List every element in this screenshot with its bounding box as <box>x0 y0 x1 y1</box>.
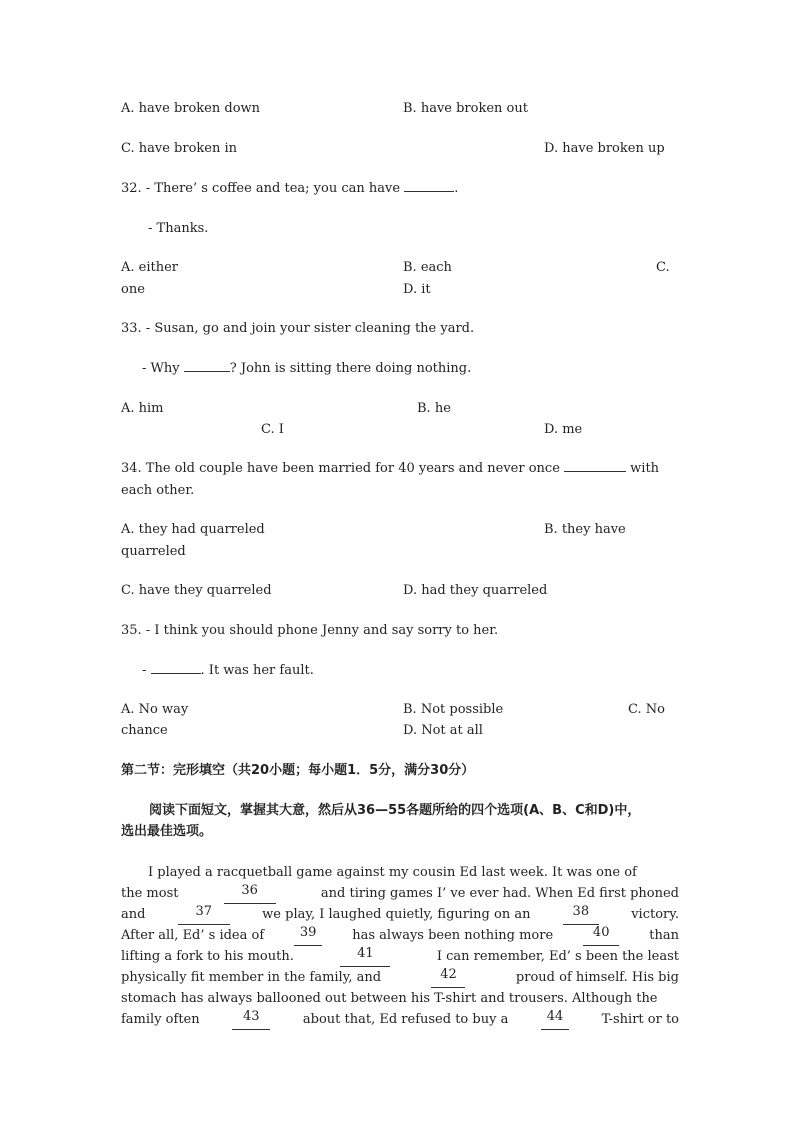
q32-option-d: D. it <box>403 282 431 297</box>
q32-reply: - Thanks. <box>148 221 209 236</box>
q33-option-d: D. me <box>544 422 583 437</box>
q32-option-a: A. either <box>121 260 179 275</box>
blank-38: 38 <box>563 904 599 925</box>
q35-option-b: B. Not possible <box>403 702 504 717</box>
blank-43: 43 <box>232 1009 270 1030</box>
passage-line: the most 36 and tiring games I’ ve ever had. When Ed first phoned <box>121 883 679 904</box>
q33-stem: 33. - Susan, go and join your sister cleaning the yard. <box>121 321 475 336</box>
q33-reply: - Why ? John is sitting there doing nothing. <box>142 361 472 376</box>
section2-instruction-line1: 阅读下面短文，掌握其大意，然后从36—55各题所给的四个选项(A、B、C和D)中， <box>149 803 641 818</box>
q31-option-d: D. have broken up <box>544 141 665 156</box>
q33-option-a: A. him <box>121 401 164 416</box>
passage-line: family often 43 about that, Ed refused to buy a 44 T-shirt or to <box>121 1009 679 1030</box>
q33-option-c: C. I <box>261 422 284 437</box>
q35-option-a: A. No way <box>121 702 189 717</box>
q31-option-c: C. have broken in <box>121 141 238 156</box>
passage-line: stomach has always ballooned out between his T-shirt and trousers. Although the <box>121 991 658 1006</box>
passage-line: lifting a fork to his mouth. 41 I can remember, Ed’ s been the least <box>121 946 679 967</box>
cloze-passage <box>121 862 679 1030</box>
q35-blank <box>151 673 201 674</box>
q34-stem: 34. The old couple have been married for 40 years and never once with <box>121 461 660 476</box>
q34-option-c: C. have they quarreled <box>121 583 272 598</box>
q34-blank <box>564 471 626 472</box>
q31-option-b: B. have broken out <box>403 101 528 116</box>
q34-option-a: A. they had quarreled <box>121 522 265 537</box>
blank-37: 37 <box>178 904 230 925</box>
blank-44: 44 <box>541 1009 569 1030</box>
blank-39: 39 <box>294 925 322 946</box>
passage-line: physically fit member in the family, and 42 proud of himself. His big <box>121 967 679 988</box>
q35-reply: - . It was her fault. <box>142 663 314 678</box>
passage-line: I played a racquetball game against my cousin Ed last week. It was one of <box>148 865 637 880</box>
q34-option-b-text: quarreled <box>121 544 186 559</box>
blank-36: 36 <box>224 883 276 904</box>
blank-41: 41 <box>340 946 390 967</box>
blank-40: 40 <box>583 925 619 946</box>
q32-option-c-text: one <box>121 282 145 297</box>
q35-option-c: C. No <box>628 702 665 717</box>
passage-line: After all, Ed’ s idea of 39 has always been nothing more 40 than <box>121 925 679 946</box>
blank-42: 42 <box>431 967 465 988</box>
passage-line: and 37 we play, I laughed quietly, figuring on an 38 victory. <box>121 904 679 925</box>
q32-stem: 32. - There’ s coffee and tea; you can have . <box>121 181 459 196</box>
q33-blank <box>184 371 230 372</box>
q34-option-b: B. they have <box>544 522 626 537</box>
q35-stem: 35. - I think you should phone Jenny and say sorry to her. <box>121 623 499 638</box>
q32-option-b: B. each <box>403 260 452 275</box>
q31-option-a: A. have broken down <box>121 101 261 116</box>
q33-option-b: B. he <box>417 401 451 416</box>
section2-heading: 第二节：完形填空（共20小题；每小题1．5分，满分30分） <box>121 763 475 778</box>
q32-blank <box>404 191 454 192</box>
q35-option-c-text: chance <box>121 723 168 738</box>
q34-stem-cont: each other. <box>121 483 195 498</box>
section2-instruction-line2: 选出最佳选项。 <box>121 824 213 839</box>
q34-option-d: D. had they quarreled <box>403 583 548 598</box>
q35-option-d: D. Not at all <box>403 723 483 738</box>
q32-option-c: C. <box>656 260 670 275</box>
